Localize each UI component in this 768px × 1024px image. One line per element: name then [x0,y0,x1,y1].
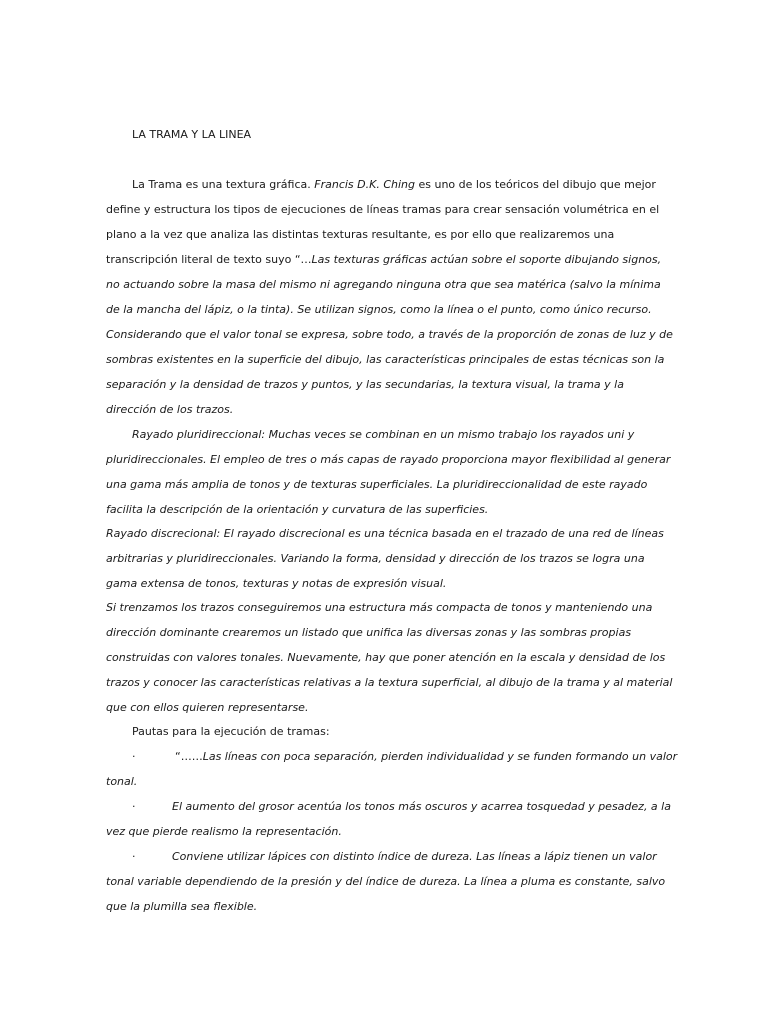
document-line [106,253,661,267]
document-title: LA TRAMA Y LA LINEA [132,128,252,141]
document-line [172,800,671,814]
document-line [106,353,664,367]
document-line [106,527,664,541]
italic-text: gama extensa de tonos, texturas y notas de expresión visual. [106,577,447,590]
italic-text: separación y la densidad de trazos y puntos, y las secundarias, la textura visual, la trama y la [106,378,624,391]
italic-text: vez que pierde realismo la representación. [106,825,342,838]
document-line [106,651,665,665]
text: · [132,850,136,863]
text: · [132,750,136,763]
document-line [106,775,137,789]
document-line [106,478,647,492]
italic-text: trazos y conocer las características relativas a la textura superficial, al dibujo de la trama y al material [106,676,673,689]
document-line [106,552,645,566]
italic-text: Las texturas gráficas actúan sobre el soporte dibujando signos, [311,253,662,266]
text: “…… [175,750,203,763]
italic-text: Si trenzamos los trazos conseguiremos una estructura más compacta de tonos y manteniendo una [106,601,653,614]
document-line [106,278,661,292]
document-line [132,750,136,764]
italic-text: sombras existentes en la superficie del dibujo, las características principales de estas técnicas son la [106,353,665,366]
italic-text: El aumento del grosor acentúa los tonos más oscuros y acarrea tosquedad y pesadez, a la [172,800,671,813]
italic-text: que la plumilla sea flexible. [106,900,258,913]
document-line [106,701,308,715]
document-line [106,601,652,615]
italic-text: no actuando sobre la masa del mismo ni agregando ninguna otra que sea matérica (salvo la mínima [106,278,661,291]
text: define y estructura los tipos de ejecuciones de líneas tramas para crear sensación volumétrica en el [106,203,660,216]
italic-text: Conviene utilizar lápices con distinto índice de dureza. Las líneas a lápiz tienen un valor [172,850,657,863]
document-line [175,750,677,764]
document-line [106,900,257,914]
document-line [106,403,233,417]
italic-text: pluridireccionales. El empleo de tres o más capas de rayado proporciona mayor flexibilidad al generar [106,453,671,466]
text: transcripción literal de texto suyo “… [106,253,312,266]
text: plano a la vez que analiza las distintas texturas resultante, es por ello que realizaremos una [106,228,615,241]
italic-text: Considerando que el valor tonal se expresa, sobre todo, a través de la proporción de zonas de luz y de [106,328,673,341]
document-line [106,676,672,690]
document-line [106,577,446,591]
document-line [106,378,624,392]
document-line [106,453,670,467]
document-line [106,228,614,242]
italic-text: una gama más amplia de tonos y de texturas superficiales. La pluridireccionalidad de este rayado [106,478,648,491]
text: es uno de los teóricos del dibujo que mejor [415,178,656,191]
italic-text: dirección dominante crearemos un listado que unifica las diversas zonas y las sombras propias [106,626,632,639]
document-line [106,626,631,640]
document-line [132,428,634,442]
document-line [106,328,673,342]
italic-text: de la mancha del lápiz, o la tinta). Se utilizan signos, como la línea o el punto, como único recurso. [106,303,652,316]
italic-text: Rayado discrecional: El rayado discrecional es una técnica basada en el trazado de una red de líneas [106,527,664,540]
italic-text: Las líneas con poca separación, pierden individualidad y se funden formando un valor [202,750,678,763]
italic-text: Rayado pluridireccional: Muchas veces se combinan en un mismo trabajo los rayados uni y [132,428,635,441]
italic-text: tonal. [106,775,138,788]
text: · [132,800,136,813]
text: Pautas para la ejecución de tramas: [132,725,330,738]
document-line [172,850,657,864]
italic-text: Francis D.K. Ching [314,178,415,191]
document-line [106,503,488,517]
document-line [132,800,136,814]
italic-text: tonal variable dependiendo de la presión y del índice de dureza. La línea a pluma es constante, salvo [106,875,666,888]
italic-text: construidas con valores tonales. Nuevamente, hay que poner atención en la escala y densidad de los [106,651,666,664]
document-line [132,178,656,192]
document-line [106,303,652,317]
italic-text: facilita la descripción de la orientación y curvatura de las superficies. [106,503,489,516]
text: La Trama es una textura gráfica. [132,178,315,191]
document-line [106,825,342,839]
document-line [106,203,659,217]
document-line [106,875,665,889]
italic-text: arbitrarias y pluridireccionales. Variando la forma, densidad y dirección de los trazos se logra una [106,552,645,565]
document-line [132,725,330,739]
italic-text: que con ellos quieren representarse. [106,701,309,714]
italic-text: dirección de los trazos. [106,403,234,416]
document-line [132,850,136,864]
